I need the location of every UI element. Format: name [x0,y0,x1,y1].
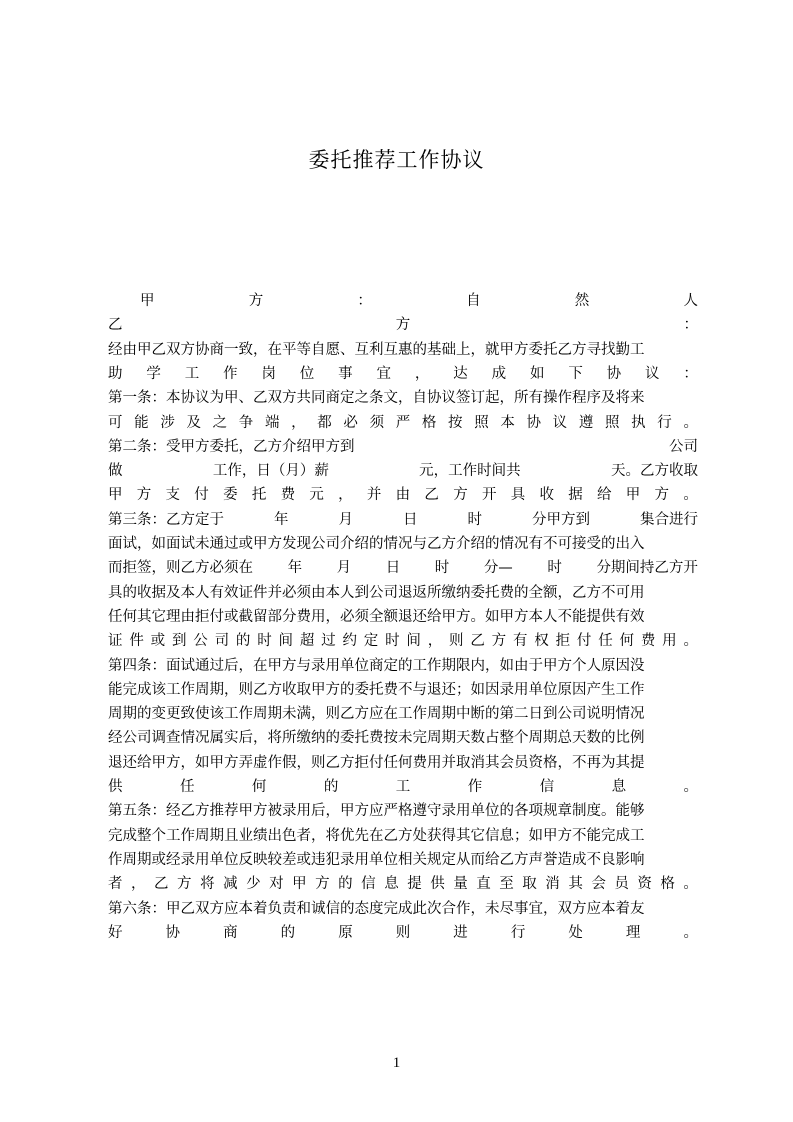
text-segment: 议 [552,414,568,431]
text-segment: 间 [278,633,293,650]
text-segment: 达 [453,365,468,382]
text-segment: 供 [108,779,123,795]
text-segment: 超 [299,633,315,650]
text-segment: 息 [611,779,627,795]
text-segment: 付 [194,487,209,504]
text-segment: 协 [606,365,622,382]
text-segment: 甲 [292,876,307,893]
text-segment: 天。乙方收取 [610,463,698,480]
text-segment: 如 [529,365,545,382]
text-segment: 时 [385,633,400,650]
text-line-15: 周期的变更致使该工作周期未满，则乙方应在工作周期中断的第二日到公司说明情况 [108,706,645,723]
text-segment: ， [427,633,443,650]
text-segment: 证 [108,633,123,650]
text-segment: 行 [510,924,526,941]
text-segment: 助 [108,365,123,382]
text-segment: 须 [369,414,385,431]
text-segment: 进 [453,924,468,941]
text-segment: 量 [453,876,468,893]
text-segment: 司 [214,633,230,650]
text-segment: 可 [108,414,123,431]
text-segment: 。 [683,633,698,650]
text-segment: 拒 [555,633,571,650]
text-segment: 元 [309,487,324,504]
text-segment: 年 [287,560,303,577]
text-segment: 。 [683,487,698,504]
text-segment: 间 [406,633,421,650]
text-segment: 乙 [424,487,439,504]
text-line-17: 退还给甲方，如甲方弄虚作假，则乙方拒付任何费用并取消其会员资格，不再为其提 [108,754,645,771]
text-line-12 [108,629,698,653]
text-segment: 任 [179,779,195,795]
text-segment: 下 [568,365,583,382]
text-line-6 [108,483,698,507]
text-segment: 理 [625,924,641,941]
text-segment: ： [683,365,698,382]
text-line-19: 第五条：经乙方推荐甲方被录用后，甲方应严格遵守录用单位的各项规章制度。能够 [108,803,645,820]
text-segment: 的 [338,876,353,893]
text-segment: 取 [522,876,537,893]
text-segment: 方 [395,317,411,334]
text-segment: 公司 [669,438,698,455]
text-segment: 何 [619,633,634,650]
text-segment: 第三条：乙方定于 [108,511,224,528]
text-segment: 收 [539,487,554,504]
text-segment: 供 [430,876,445,893]
text-segment: 分期间持乙方开 [596,560,698,577]
text-segment: 必 [343,414,358,431]
text-segment: 方 [491,633,507,650]
text-segment: 议 [645,365,660,382]
text-segment: 乙 [108,317,123,334]
text-segment: 或 [150,633,166,650]
text-line-18 [108,775,698,799]
text-segment: 用 [662,633,677,650]
text-segment: 时 [467,511,482,528]
text-line-8: 面试，如面试未通过或甲方发现公司介绍的情况与乙方介绍的情况有不可接受的出入 [108,536,645,552]
text-segment: ： [357,293,372,309]
text-segment: 少 [246,876,261,893]
text-segment: 信 [539,779,555,795]
text-line-0: 经由甲乙双方协商一致，在平等自愿、互利互惠的基础上，就甲方委托乙方寻找勤工 [108,341,645,358]
text-segment: 消 [545,876,560,893]
text-segment: 甲 [140,293,155,309]
text-segment: 至 [499,876,514,893]
text-segment: 照 [604,414,620,431]
text-segment: 商 [223,924,238,941]
text-segment: 日 [403,511,418,528]
text-segment: 费 [640,633,656,650]
text-segment: 方 [315,876,330,893]
text-segment: 权 [534,633,549,650]
text-segment: 之 [212,414,228,431]
text-segment: ， [131,876,146,893]
text-segment: 定 [363,633,379,650]
text-segment: 格 [660,876,675,893]
text-segment: 的 [280,924,296,941]
text-line-22 [108,872,698,896]
text-segment: 公 [193,633,208,650]
text-segment: 对 [269,876,284,893]
document-title: 委托推荐工作协议 [308,148,485,172]
page-number: 1 [392,1055,401,1071]
text-segment: 照 [474,414,489,431]
text-segment: 本 [500,414,515,431]
text-segment: 会 [591,876,606,893]
text-segment: 及 [186,414,201,431]
text-segment: 。 [683,876,698,893]
text-segment: 资 [637,876,652,893]
text-segment: 据 [568,487,583,504]
text-segment: 信 [361,876,376,893]
text-segment: ： [683,317,698,334]
text-segment: 分— [483,560,513,577]
text-segment: 时 [257,633,272,650]
text-segment: 元，工作时间共 [419,463,521,480]
text-segment: 到 [171,633,187,650]
text-segment: 时 [434,560,450,577]
text-segment: 方 [136,487,152,504]
text-segment: 者 [108,876,123,893]
text-segment: 分甲方到 [532,511,590,528]
text-segment: 委 [223,487,238,504]
text-line-21: 作周期或经录用单位反映较差或违犯录用单位相关规定从而给乙方声誉造成不良影响 [108,851,645,868]
text-segment: 人 [683,293,698,309]
text-segment: 则 [449,633,464,650]
text-segment: 第二条：受甲方委托，乙方介绍甲方到 [108,438,355,455]
text-segment: 。 [683,779,698,795]
text-segment: 工 [184,365,200,382]
text-segment: 将 [200,876,215,893]
text-segment: 事 [338,365,353,382]
text-segment: 年 [274,511,289,528]
text-line-16: 经公司调查情况属实后，将所缴纳的委托费按未完周期天数占整个周期总天数的比例 [108,730,645,747]
text-line-party-b [108,313,698,337]
text-segment: 给 [597,487,612,504]
text-segment: 息 [384,876,399,893]
text-segment: 费 [280,487,296,504]
text-segment: 具 [510,487,526,504]
text-segment: 作 [223,365,238,382]
text-segment: 直 [476,876,491,893]
text-segment: 托 [251,487,267,504]
text-segment: 甲 [108,487,123,504]
text-segment: 方 [248,293,264,309]
text-segment: 的 [323,779,339,795]
text-segment: 件 [129,633,144,650]
text-segment: 则 [395,924,411,941]
text-segment: 月 [336,560,352,577]
text-segment: 岗 [261,365,276,382]
text-line-1 [108,362,698,386]
text-segment: 严 [395,414,411,431]
text-segment: 甲 [625,487,641,504]
text-line-23: 第六条：甲乙双方应本着负责和诚信的态度完成此次合作，未尽事宜，双方应本着友 [108,900,645,917]
text-line-party-a [108,289,698,313]
text-segment: 作 [467,779,483,795]
text-segment: 行 [657,414,672,431]
text-segment: 好 [108,924,123,941]
text-segment: 何 [251,779,267,795]
text-segment: 学 [146,365,161,382]
text-line-2: 第一条：本协议为甲、乙双方共同商定之条文，自协议签订起，所有操作程序及将来 [108,390,645,407]
text-segment: ， [291,414,306,431]
text-line-9 [108,556,698,580]
text-segment: 而拒签，则乙方必须在 [108,560,253,577]
text-segment: 争 [238,414,254,431]
text-segment: 工作，日（月）薪 [212,463,329,480]
text-line-20: 完成整个工作周期且业绩出色者，将优先在乙方处获得其它信息；如甲方不能完成工 [108,827,645,844]
text-segment: 有 [512,633,528,650]
text-segment: 都 [317,414,332,431]
text-segment: 能 [134,414,149,431]
text-segment: 涉 [160,414,175,431]
text-segment: 方 [453,487,468,504]
text-segment: 减 [223,876,238,893]
text-segment: 付 [576,633,592,650]
text-line-3 [108,411,698,435]
text-segment: 其 [568,876,583,893]
text-line-14: 能完成该工作周期，则乙方收取甲方的委托费不与退还；如因录用单位原因产生工作 [108,681,645,698]
text-segment: 做 [108,463,123,480]
text-segment: 处 [568,924,583,941]
text-line-11: 任何其它理由拒付或截留部分费用，必须全额退还给甲方。如甲方本人不能提供有效 [108,608,645,625]
text-segment: 日 [385,560,401,577]
text-segment: 月 [338,511,353,528]
text-segment: 协 [526,414,541,431]
text-line-7 [108,508,698,532]
text-segment: 方 [654,487,670,504]
text-line-5 [108,459,698,483]
text-segment: 方 [177,876,192,893]
text-segment: ， [414,365,430,382]
text-segment: 然 [574,293,590,309]
text-segment: 时 [547,560,562,577]
text-segment: 开 [481,487,497,504]
text-segment: 任 [598,633,613,650]
text-segment: 工 [395,779,411,795]
text-segment: 端 [264,414,280,431]
text-line-4 [108,435,698,459]
text-segment: 宜 [376,365,392,382]
text-segment: 位 [299,365,315,382]
text-segment: 员 [614,876,629,893]
text-segment: 由 [395,487,411,504]
text-segment: 约 [342,633,357,650]
text-line-10: 具的收据及本人有效证件并必须由本人到公司退返所缴纳委托费的全额，乙方不可用 [108,584,645,601]
text-segment: 的 [235,633,251,650]
text-segment: 自 [466,293,481,309]
text-segment: ， [338,487,353,504]
text-segment: 乙 [470,633,485,650]
text-line-24 [108,921,698,945]
text-segment: 支 [165,487,181,504]
text-segment: 。 [683,924,698,941]
text-segment: 过 [321,633,336,650]
text-segment: 提 [407,876,422,893]
text-segment: 并 [366,487,382,504]
text-segment: 乙 [154,876,169,893]
text-segment: 协 [165,924,181,941]
text-segment: 格 [421,414,437,431]
text-segment: 集合进行 [640,511,698,528]
text-line-13: 第四条：面试通过后，在甲方与录用单位商定的工作期限内，如由于甲方个人原因没 [108,657,645,674]
text-segment: 。 [683,414,698,431]
text-segment: 成 [491,365,507,382]
text-segment: 原 [338,924,353,941]
text-segment: 遵 [578,414,594,431]
text-segment: 按 [448,414,463,431]
text-segment: 执 [631,414,646,431]
